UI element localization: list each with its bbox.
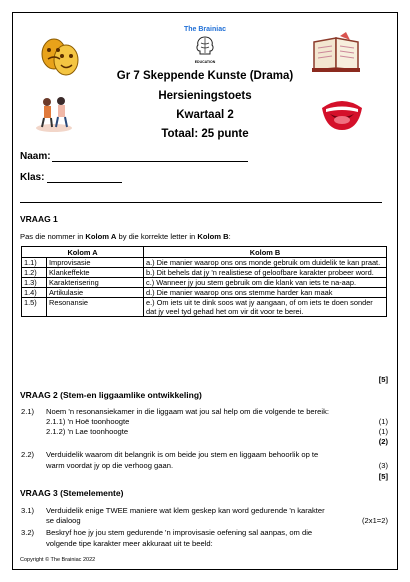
column-a-cell: Resonansie (47, 298, 144, 317)
table-row (22, 268, 387, 278)
total-marks: Totaal: 25 punte (161, 128, 249, 140)
column-b-cell: c.) Wanneer jy jou stem gebruik om die klank van iets te na-aap. (144, 278, 387, 288)
row-number: 1.5) (22, 298, 47, 317)
term-label: Kwartaal 2 (176, 109, 234, 121)
column-b-cell: a.) Die manier waarop ons ons monde gebruik om duidelik te kan praat. (144, 258, 387, 268)
table-row (22, 288, 387, 298)
table-row (22, 278, 387, 288)
question-2-1-total: (2) (378, 437, 388, 446)
logo-text: EDUCATION (194, 60, 216, 64)
question-3-2-line1: Beskryf hoe jy jou stem gedurende 'n improvisasie oefening sal aanpas, om die (46, 528, 313, 537)
question-2-title: VRAAG 2 (Stem-en liggaamlike ontwikkeling) (20, 390, 202, 400)
column-b-header: Kolom B (144, 247, 387, 258)
column-a-cell: Artikulasie (47, 288, 144, 298)
question-mark: (2x1=2) (362, 516, 388, 525)
class-label: Klas: (20, 172, 45, 183)
row-number: 1.3) (22, 278, 47, 288)
question-2-2-line2: warm voordat jy op die verhoog gaan. (46, 461, 174, 470)
question-1-instruction: Pas die nommer in Kolom A by die korrekte letter in Kolom B: (20, 232, 231, 241)
brand-name: The Brainiac (183, 26, 226, 33)
question-number: 2.2) (21, 450, 35, 459)
open-book-icon (310, 30, 362, 74)
column-b-cell: e.) Om iets uit te dink soos wat jy aangaan, of om iets te doen sonder dat jy veel tyd gehad het om vir dit voor te berei. (144, 298, 387, 317)
question-2-1-text: Noem 'n resonansiekamer in die liggaam wat jou sal help om die volgende te bereik: (46, 407, 329, 416)
column-b-cell: b.) Dit behels dat jy 'n realistiese of geloofbare karakter probeer word. (144, 268, 387, 278)
question-2-1-1-text: 2.1.1) 'n Hoë toonhoogte (46, 417, 130, 426)
column-a-cell: Klankeffekte (47, 268, 144, 278)
table-row (22, 298, 387, 317)
column-a-cell: Karakterisering (47, 278, 144, 288)
question-number: 3.2) (21, 528, 35, 537)
question-3-1-line1: Verduidelik enige TWEE maniere wat klem geskep kan word gedurende 'n karakter (46, 506, 325, 515)
question-3-title: VRAAG 3 (Stemelemente) (20, 488, 124, 498)
row-number: 1.4) (22, 288, 47, 298)
question-number: 2.1) (21, 407, 35, 416)
copyright: Copyright © The Brainiac 2022 (20, 557, 96, 563)
matching-table (21, 246, 387, 317)
class-field[interactable] (47, 182, 122, 183)
question-number: 3.1) (21, 506, 35, 515)
column-a-header: Kolom A (22, 247, 144, 258)
question-2-1-2-text: 2.1.2) 'n Lae toonhoogte (46, 427, 129, 436)
question-2-marks: [5] (378, 472, 388, 481)
question-1-marks: [5] (378, 375, 388, 384)
question-3-2-line2: volgende tipe karakter meer akkuraat uit te beeld: (46, 539, 213, 548)
table-header-row (22, 247, 387, 258)
divider (20, 202, 382, 203)
question-mark: (3) (378, 461, 388, 470)
row-number: 1.1) (22, 258, 47, 268)
page-title: Gr 7 Skeppende Kunste (Drama) (116, 70, 294, 82)
page-subtitle: Hersieningstoets (158, 90, 252, 102)
question-1-title: VRAAG 1 (20, 214, 58, 224)
column-b-cell: d.) Die manier waarop ons ons stemme harder kan maak (144, 288, 387, 298)
question-2-2-line1: Verduidelik waarom dit belangrik is om beide jou stem en liggaam behoorlik op te (46, 450, 319, 459)
question-mark: (1) (378, 417, 388, 426)
row-number: 1.2) (22, 268, 47, 278)
question-3-1-line2: se dialoog (46, 516, 81, 525)
brain-logo-icon (194, 35, 216, 61)
name-field[interactable] (52, 161, 248, 162)
name-label: Naam: (20, 151, 51, 162)
question-mark: (1) (378, 427, 388, 436)
table-row (22, 258, 387, 268)
column-a-cell: Improvisasie (47, 258, 144, 268)
